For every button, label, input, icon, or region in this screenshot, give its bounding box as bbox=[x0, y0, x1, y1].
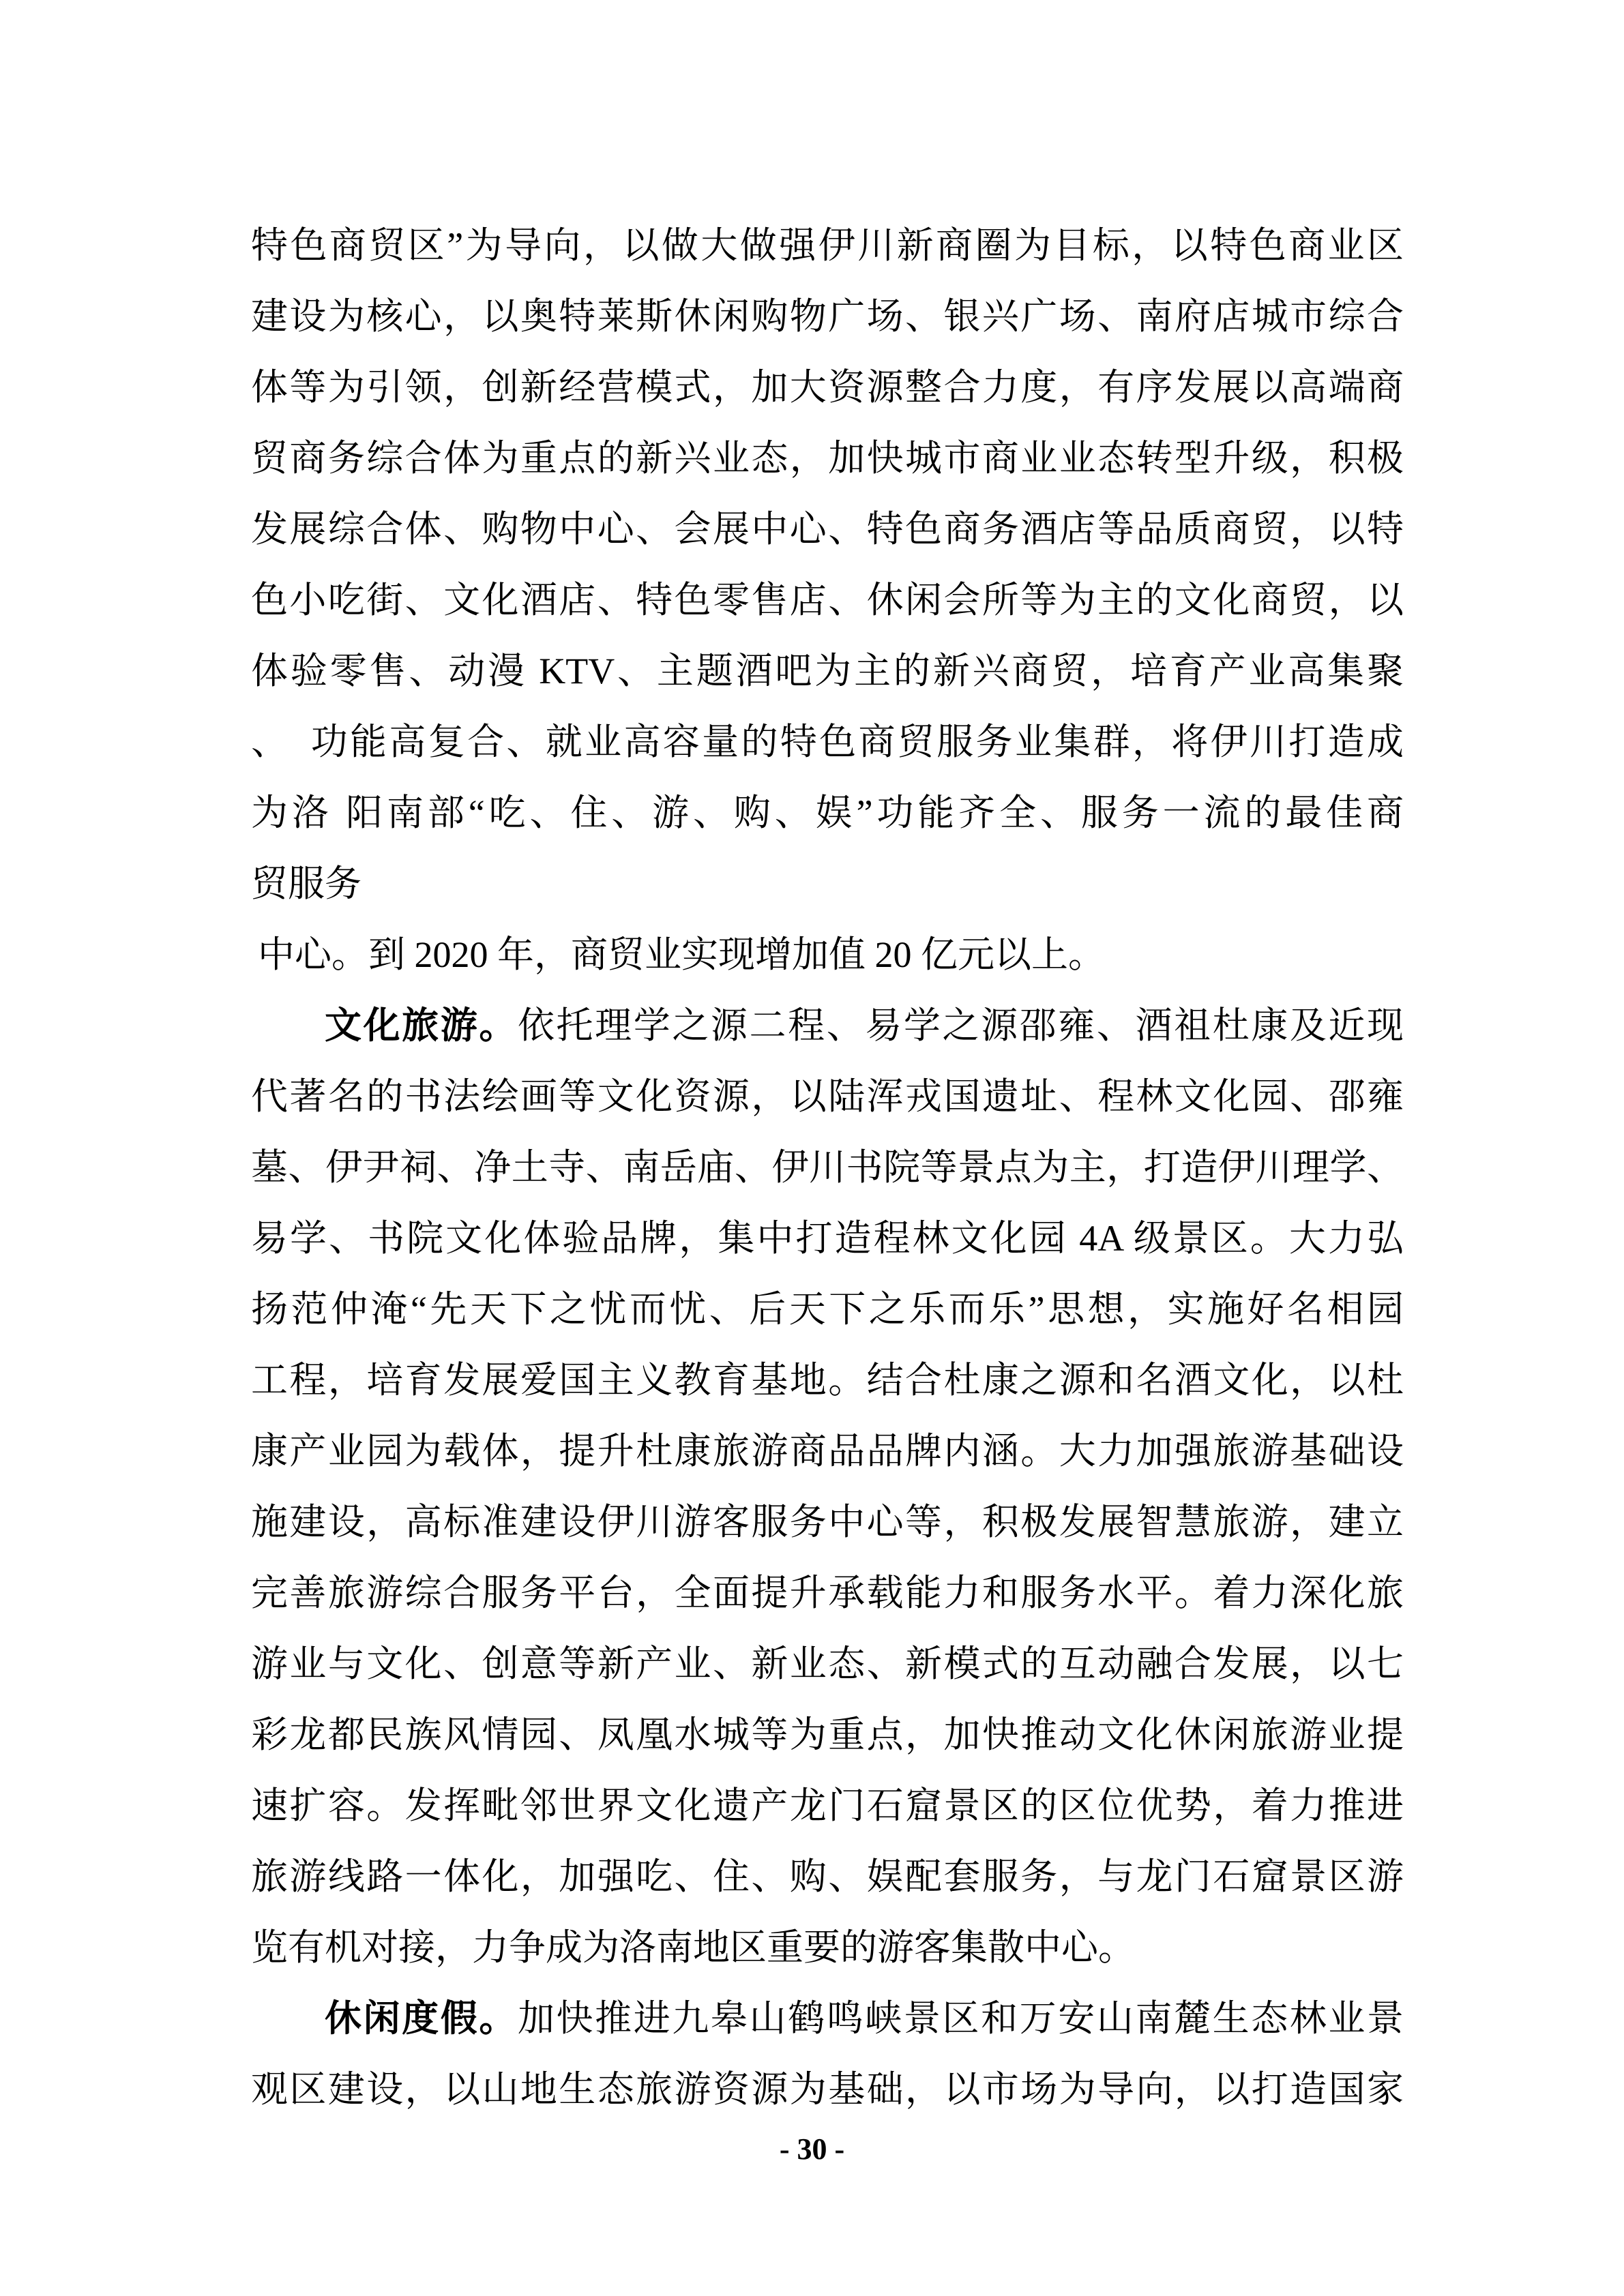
text-line bbox=[251, 1983, 1404, 2054]
text-line: 墓、伊尹祠、净土寺、南岳庙、伊川书院等景点为主，打造伊川理学、 bbox=[251, 1147, 1404, 1188]
text-line: 彩龙都民族风情园、凤凰水城等为重点，加快推动文化休闲旅游业提 bbox=[251, 1714, 1404, 1755]
line-text: 加快推进九皋山鹤鸣峡景区和万安山南麓生态林业景 bbox=[517, 1998, 1404, 2039]
text-line: 色小吃街、文化酒店、特色零售店、休闲会所等为主的文化商贸，以 bbox=[251, 580, 1404, 621]
paragraph-lead: 休闲度假。 bbox=[325, 1998, 518, 2039]
text-line: 贸服务 bbox=[251, 863, 361, 904]
text-line: 特色商贸区”为导向，以做大做强伊川新商圈为目标，以特色商业区 bbox=[251, 225, 1404, 266]
text-line: 观区建设，以山地生态旅游资源为基础，以市场为导向，以打造国家 bbox=[251, 2069, 1404, 2110]
text-line: 康产业园为载体，提升杜康旅游商品品牌内涵。大力加强旅游基础设 bbox=[251, 1431, 1404, 1472]
page-number: - 30 - bbox=[779, 2132, 845, 2166]
text-line bbox=[251, 990, 1404, 1061]
text-line: 易学、书院文化体验品牌，集中打造程林文化园 4A 级景区。大力弘 bbox=[251, 1218, 1404, 1259]
paragraph-leisure-vacation bbox=[251, 1983, 1404, 2125]
line-text: 依托理学之源二程、易学之源邵雍、酒祖杜康及近现 bbox=[517, 1005, 1404, 1046]
text-line: 建设为核心，以奥特莱斯休闲购物广场、银兴广场、南府店城市综合 bbox=[251, 296, 1404, 337]
text-line: 贸商务综合体为重点的新兴业态，加快城市商业业态转型升级，积极 bbox=[251, 438, 1404, 479]
text-line: 速扩容。发挥毗邻世界文化遗产龙门石窟景区的区位优势，着力推进 bbox=[251, 1785, 1404, 1826]
text-line: 发展综合体、购物中心、会展中心、特色商务酒店等品质商贸，以特 bbox=[251, 509, 1404, 550]
text-line: 游业与文化、创意等新产业、新业态、新模式的互动融合发展，以七 bbox=[251, 1643, 1404, 1684]
text-line: 扬范仲淹“先天下之忧而忧、后天下之乐而乐”思想，实施好名相园 bbox=[251, 1289, 1404, 1330]
paragraph-culture-tourism bbox=[251, 990, 1404, 1983]
document-body bbox=[251, 210, 1404, 2125]
paragraph-commerce-trade-continued bbox=[251, 210, 1404, 990]
text-line: 体验零售、动漫 KTV、主题酒吧为主的新兴商贸，培育产业高集聚 bbox=[251, 651, 1404, 691]
text-line: 中心。到 2020 年，商贸业实现增加值 20 亿元以上。 bbox=[258, 934, 1105, 975]
text-line: 代著名的书法绘画等文化资源，以陆浑戎国遗址、程林文化园、邵雍 bbox=[251, 1076, 1404, 1117]
text-line: 为洛 阳南部“吃、住、游、购、娱”功能齐全、服务一流的最佳商 bbox=[251, 792, 1404, 833]
text-line: 完善旅游综合服务平台，全面提升承载能力和服务水平。着力深化旅 bbox=[251, 1572, 1404, 1613]
text-line: 览有机对接，力争成为洛南地区重要的游客集散中心。 bbox=[251, 1927, 1135, 1968]
text-line: 工程，培育发展爱国主义教育基地。结合杜康之源和名酒文化，以杜 bbox=[251, 1360, 1404, 1401]
text-line: 施建设，高标准建设伊川游客服务中心等，积极发展智慧旅游，建立 bbox=[251, 1502, 1404, 1542]
paragraph-lead: 文化旅游。 bbox=[325, 1005, 518, 1046]
page-footer bbox=[0, 2114, 1624, 2185]
text-line: 旅游线路一体化，加强吃、住、购、娱配套服务，与龙门石窟景区游 bbox=[251, 1856, 1404, 1897]
text-line: 体等为引领，创新经营模式，加大资源整合力度，有序发展以高端商 bbox=[251, 367, 1404, 408]
text-line: 、 功能高复合、就业高容量的特色商贸服务业集群，将伊川打造成 bbox=[251, 721, 1404, 762]
